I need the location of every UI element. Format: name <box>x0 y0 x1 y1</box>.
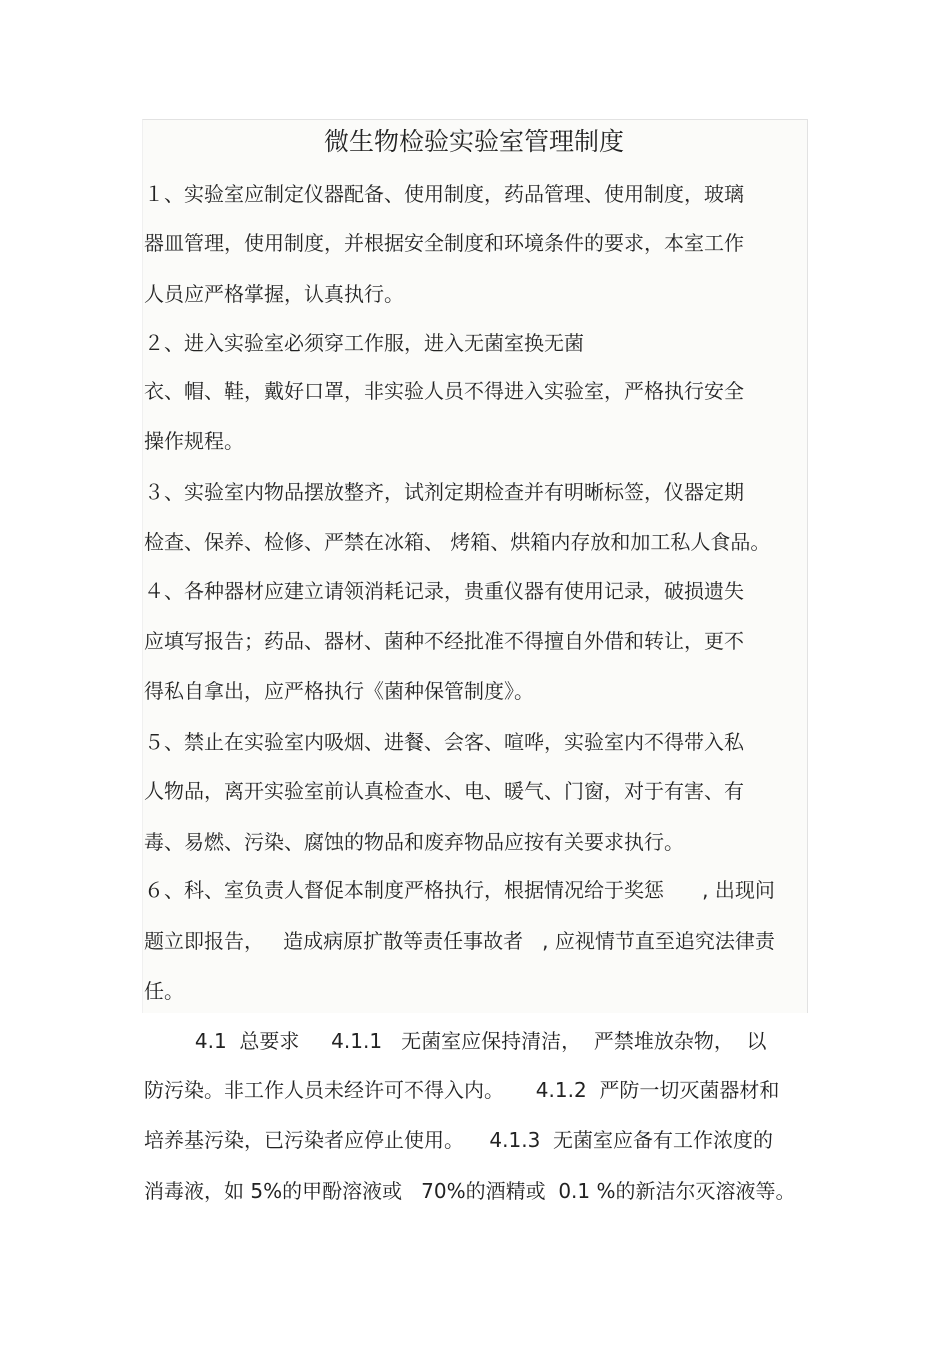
section-line: 消毒液，如 5%的甲酚溶液或 70%的酒精或 0.1 %的新洁尔灭溶液等。 <box>144 1179 796 1203</box>
regulation-line: 人物品，离开实验室前认真检查水、电、暖气、门窗，对于有害、有 <box>144 779 744 803</box>
regulation-line: 衣、帽、鞋，戴好口罩，非实验人员不得进入实验室，严格执行安全 <box>144 379 744 403</box>
regulation-line: ２、进入实验室必须穿工作服，进入无菌室换无菌 <box>144 331 584 355</box>
regulation-line: ５、禁止在实验室内吸烟、进餐、会客、喧哗，实验室内不得带入私 <box>144 730 744 754</box>
regulation-line: 检查、保养、检修、严禁在冰箱、 烤箱、烘箱内存放和加工私人食品。 <box>144 530 771 554</box>
document-title: 微生物检验实验室管理制度 <box>323 127 624 156</box>
regulation-line: 操作规程。 <box>144 429 244 453</box>
regulation-line: 人员应严格掌握，认真执行。 <box>144 282 404 306</box>
regulation-line: ４、各种器材应建立请领消耗记录，贵重仪器有使用记录，破损遗失 <box>144 579 744 603</box>
regulation-line: 得私自拿出，应严格执行《菌种保管制度》。 <box>144 679 534 703</box>
regulation-line: ３、实验室内物品摆放整齐，试剂定期检查并有明晰标签，仪器定期 <box>144 480 744 504</box>
regulation-line: 器皿管理，使用制度，并根据安全制度和环境条件的要求，本室工作 <box>144 231 744 255</box>
section-line: 培养基污染，已污染者应停止使用。 4.1.3 无菌室应备有工作浓度的 <box>144 1128 774 1152</box>
section-line: 4.1 总要求 4.1.1 无菌室应保持清洁， 严禁堆放杂物， 以 <box>144 1029 767 1053</box>
regulation-line: 任。 <box>144 979 184 1003</box>
regulation-line: １、实验室应制定仪器配备、使用制度，药品管理、使用制度，玻璃 <box>144 182 744 206</box>
regulation-line: ６、科、室负责人督促本制度严格执行，根据情况给于奖惩 , 出现问 <box>144 878 775 902</box>
section-line: 防污染。非工作人员未经许可不得入内。 4.1.2 严防一切灭菌器材和 <box>144 1078 780 1102</box>
regulation-line: 题立即报告， 造成病原扩散等责任事故者 , 应视情节直至追究法律责 <box>144 929 775 953</box>
regulation-line: 毒、易燃、污染、腐蚀的物品和废弃物品应按有关要求执行。 <box>144 830 684 854</box>
regulation-line: 应填写报告；药品、器材、菌种不经批准不得擅自外借和转让，更不 <box>144 629 744 653</box>
